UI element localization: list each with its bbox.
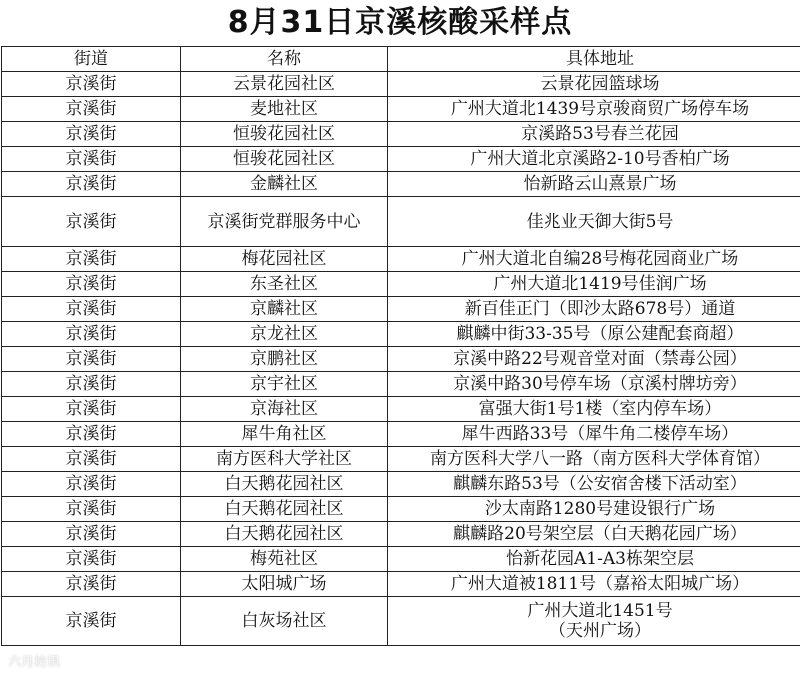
- cell-address: 云景花园篮球场: [388, 72, 800, 97]
- cell-address: 广州大道北1419号佳润广场: [388, 272, 800, 297]
- cell-name: 恒骏花园社区: [181, 147, 388, 172]
- cell-name: 京龙社区: [181, 322, 388, 347]
- cell-address: 南方医科大学八一路（南方医科大学体育馆）: [388, 447, 800, 472]
- cell-name: 京麟社区: [181, 297, 388, 322]
- header-name: 名称: [181, 47, 388, 72]
- table-row: [2, 472, 800, 497]
- table-row: [2, 447, 800, 472]
- table-row: [2, 97, 800, 122]
- cell-address: 富强大街1号1楼（室内停车场）: [388, 397, 800, 422]
- cell-street: 京溪街: [2, 522, 181, 547]
- cell-street: 京溪街: [2, 472, 181, 497]
- cell-address: 广州大道北京溪路2-10号香柏广场: [388, 147, 800, 172]
- cell-name: 京鹏社区: [181, 347, 388, 372]
- cell-address: 麒麟中街33-35号（原公建配套商超）: [388, 322, 800, 347]
- cell-address: 麒麟东路53号（公安宿舍楼下活动室）: [388, 472, 800, 497]
- cell-street: 京溪街: [2, 122, 181, 147]
- address-line-2: （天州广场）: [549, 621, 651, 641]
- table-row: [2, 547, 800, 572]
- cell-street: 京溪街: [2, 372, 181, 397]
- cell-street: 京溪街: [2, 447, 181, 472]
- cell-name: 东圣社区: [181, 272, 388, 297]
- cell-street: 京溪街: [2, 97, 181, 122]
- cell-address: 广州大道被1811号（嘉裕太阳城广场）: [388, 572, 800, 597]
- cell-name: 梅苑社区: [181, 547, 388, 572]
- cell-street: 京溪街: [2, 397, 181, 422]
- cell-name: 白天鹅花园社区: [181, 522, 388, 547]
- cell-name: 云景花园社区: [181, 72, 388, 97]
- cell-street: 京溪街: [2, 272, 181, 297]
- table-row: [2, 522, 800, 547]
- cell-street: 京溪街: [2, 72, 181, 97]
- sampling-sites-table: [1, 46, 800, 646]
- cell-name: 梅花园社区: [181, 247, 388, 272]
- cell-name: 白天鹅花园社区: [181, 472, 388, 497]
- table-row: [2, 122, 800, 147]
- table-row: [2, 497, 800, 522]
- watermark-text: 六月坊讯: [8, 655, 61, 670]
- table-row: [2, 347, 800, 372]
- cell-name: 京宇社区: [181, 372, 388, 397]
- table-header-row: [2, 47, 800, 72]
- table-row: [2, 247, 800, 272]
- table-row: [2, 572, 800, 597]
- cell-name: 恒骏花园社区: [181, 122, 388, 147]
- cell-address: [388, 597, 800, 646]
- cell-name: 犀牛角社区: [181, 422, 388, 447]
- cell-street: 京溪街: [2, 172, 181, 197]
- cell-address: 京溪路53号春兰花园: [388, 122, 800, 147]
- cell-name: 京海社区: [181, 397, 388, 422]
- cell-address: 麒麟路20号架空层（白天鹅花园广场）: [388, 522, 800, 547]
- cell-street: 京溪街: [2, 347, 181, 372]
- cell-street: 京溪街: [2, 597, 181, 646]
- cell-name: 麦地社区: [181, 97, 388, 122]
- cell-name: 金麟社区: [181, 172, 388, 197]
- cell-street: 京溪街: [2, 297, 181, 322]
- cell-name: 太阳城广场: [181, 572, 388, 597]
- cell-address: 佳兆业天御大街5号: [388, 197, 800, 247]
- cell-street: 京溪街: [2, 497, 181, 522]
- cell-address: 广州大道北自编28号梅花园商业广场: [388, 247, 800, 272]
- table-row: [2, 422, 800, 447]
- cell-address: 怡新路云山熹景广场: [388, 172, 800, 197]
- table-row: [2, 172, 800, 197]
- cell-street: 京溪街: [2, 572, 181, 597]
- table-row: [2, 397, 800, 422]
- table-row: [2, 372, 800, 397]
- cell-address: 怡新花园A1-A3栋架空层: [388, 547, 800, 572]
- header-address: 具体地址: [388, 47, 800, 72]
- cell-address: 沙太南路1280号建设银行广场: [388, 497, 800, 522]
- cell-name: 京溪街党群服务中心: [181, 197, 388, 247]
- cell-name: 南方医科大学社区: [181, 447, 388, 472]
- cell-street: 京溪街: [2, 247, 181, 272]
- cell-address: 广州大道北1439号京骏商贸广场停车场: [388, 97, 800, 122]
- cell-street: 京溪街: [2, 147, 181, 172]
- table-row: [2, 72, 800, 97]
- cell-address: 京溪中路30号停车场（京溪村牌坊旁）: [388, 372, 800, 397]
- cell-address: 犀牛西路33号（犀牛角二楼停车场）: [388, 422, 800, 447]
- page-title: 8月31日京溪核酸采样点: [227, 5, 573, 40]
- table-row: [2, 272, 800, 297]
- cell-address: 新百佳正门（即沙太路678号）通道: [388, 297, 800, 322]
- table-row: [2, 197, 800, 247]
- cell-name: 白天鹅花园社区: [181, 497, 388, 522]
- cell-street: 京溪街: [2, 322, 181, 347]
- cell-address: 京溪中路22号观音堂对面（禁毒公园）: [388, 347, 800, 372]
- table-row: [2, 297, 800, 322]
- cell-street: 京溪街: [2, 422, 181, 447]
- table-row: [2, 322, 800, 347]
- table-row: [2, 597, 800, 646]
- cell-street: 京溪街: [2, 197, 181, 247]
- header-street: 街道: [2, 47, 181, 72]
- table-row: [2, 147, 800, 172]
- table-body: [2, 72, 800, 646]
- address-line-1: 广州大道北1451号: [527, 601, 673, 621]
- cell-name: 白灰场社区: [181, 597, 388, 646]
- cell-street: 京溪街: [2, 547, 181, 572]
